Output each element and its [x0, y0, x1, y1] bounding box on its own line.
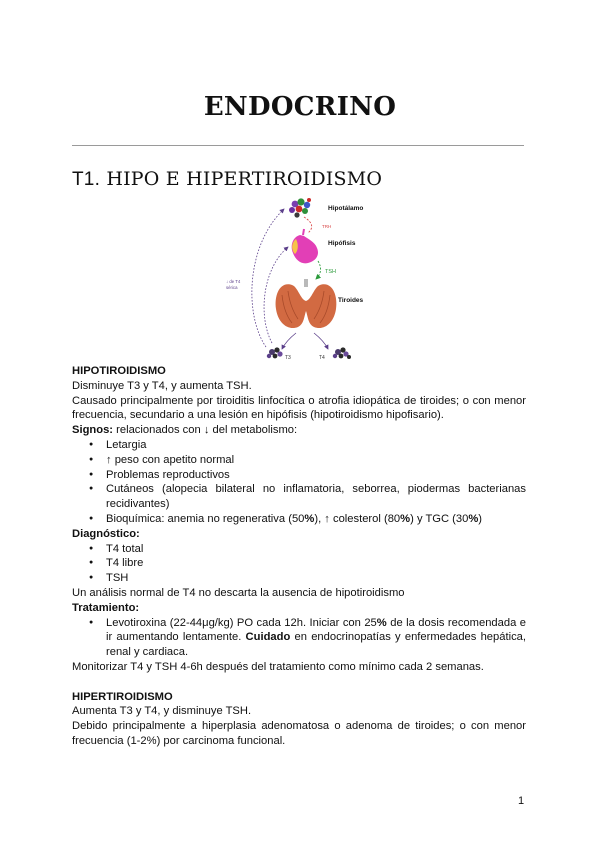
label-tsh: TSH [325, 269, 336, 275]
bioq-percent: % [468, 512, 479, 525]
trat-text: de la dosis recomendada e ir aumentando lentamente. [106, 616, 526, 644]
t4-molecule-icon [333, 347, 351, 359]
bioq-text: ), ↑ colesterol (80 [314, 512, 401, 525]
list-item [106, 512, 526, 527]
hiper-heading: HIPERTIROIDISMO [72, 690, 173, 703]
bioq-percent: % [304, 512, 315, 525]
diag-label: Diagnóstico: [72, 527, 140, 540]
label-feedback-2: sérica [226, 285, 238, 290]
title-divider [72, 145, 524, 146]
trat-percent: % [376, 616, 387, 629]
hipo-heading: HIPOTIROIDISMO [72, 365, 166, 377]
label-t4: T4 [319, 355, 325, 361]
hiper-summary: Aumenta T3 y T4, y disminuye TSH. [72, 705, 252, 718]
bioq-text: ) [478, 512, 483, 525]
section-number: T1. [72, 169, 101, 190]
signs-text: relacionados con ↓ del metabolismo: [113, 424, 298, 437]
signs-label: Signos: [72, 424, 114, 437]
pituitary-icon [292, 229, 318, 263]
list-item: ● T4 libre [106, 556, 526, 571]
hiper-cause: Debido principalmente a hiperplasia adenomatosa o adenoma de tiroides; o con menor frecuencia (1-2%) por carcinoma funcional. [72, 720, 526, 747]
page-number: 1 [518, 795, 525, 807]
document-body [72, 364, 526, 749]
section-heading [72, 168, 382, 191]
label-tiroides: Tiroides [338, 297, 364, 304]
signs-line [72, 423, 526, 438]
label-t3: T3 [285, 355, 291, 361]
list-item: ● TSH [106, 571, 526, 586]
hypothalamus-icon [289, 198, 311, 218]
section-title: HIPO E HIPERTIROIDISMO [106, 168, 383, 190]
trat-list [72, 616, 526, 660]
bioq-text: Bioquímica: anemia no regenerativa (50 [106, 512, 305, 525]
list-item: ● Cutáneos (alopecia bilateral no inflamatoria, seborrea, piodermas bacterianas recidivantes) [106, 482, 526, 512]
monitor-note: Monitorizar T4 y TSH 4-6h después del tratamiento como mínimo cada 2 semanas. [72, 660, 484, 673]
diag-list [72, 542, 526, 586]
t3-molecule-icon [267, 347, 283, 358]
list-item: ● ↑ peso con apetito normal [106, 453, 526, 468]
signs-list [72, 438, 526, 527]
trat-text: en endocrinopatías y enfermedades hepática, renal y cardiaca. [106, 631, 526, 659]
list-item: ● Problemas reproductivos [106, 468, 526, 483]
list-item: ● T4 total [106, 542, 526, 557]
trat-label: Tratamiento: [72, 601, 140, 614]
list-item: ● Letargia [106, 438, 526, 453]
bioq-percent: % [400, 512, 411, 525]
thyroid-axis-diagram [222, 195, 402, 363]
diag-note: Un análisis normal de T4 no descarta la ausencia de hipotiroidismo [72, 586, 405, 599]
trat-text: Levotiroxina (22-44μg/kg) PO cada 12h. Iniciar con 25 [106, 616, 377, 629]
label-hipofisis: Hipófisis [328, 240, 356, 247]
label-feedback-1: ↓ de T4 [226, 279, 241, 284]
label-hipotalamo: Hipotálamo [328, 205, 364, 212]
bioq-text: ) y TGC (30 [410, 512, 469, 525]
hipo-cause: Causado principalmente por tiroiditis linfocítica o atrofia idiopática de tiroides; o con menor frecuencia, secundario a una lesión en hipófisis (hipotiroidismo hipofisario). [72, 394, 526, 422]
label-trh: TRH [322, 224, 332, 229]
list-item [106, 616, 526, 660]
thyroid-icon [276, 279, 337, 328]
trat-warning: Cuidado [245, 631, 291, 644]
hipo-summary: Disminuye T3 y T4, y aumenta TSH. [72, 379, 252, 392]
document-title: ENDOCRINO [203, 92, 397, 122]
